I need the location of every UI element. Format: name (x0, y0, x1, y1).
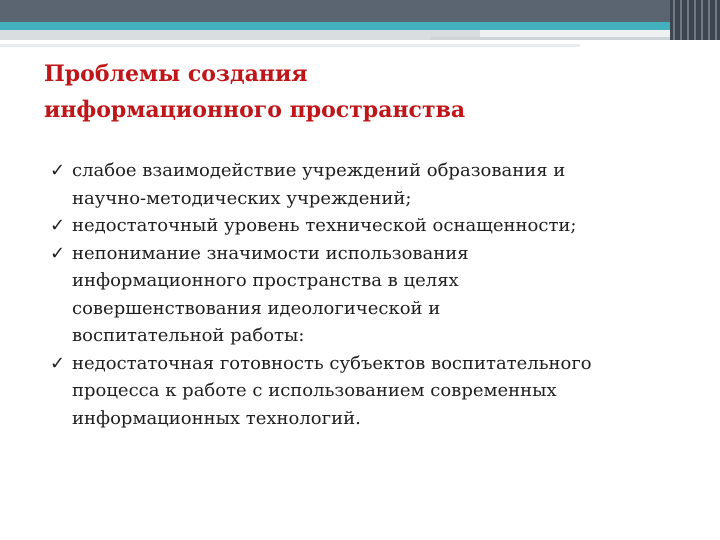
checkmark-icon: ✓ (50, 215, 66, 236)
corner-hatch-decoration (670, 0, 720, 40)
list-item-line: недостаточный уровень технической оснащенности; (72, 215, 577, 236)
list-item (50, 350, 690, 433)
list-item-line: совершенствования идеологической и (72, 297, 441, 319)
list-item-line: информационных технологий. (72, 407, 361, 429)
list-item-line: слабое взаимодействие учреждений образования и (72, 160, 566, 181)
list-item-line: непонимание значимости использования (72, 242, 469, 264)
header-teal-stripe (0, 22, 720, 30)
slide-title-line: информационного пространства (44, 97, 466, 123)
checkmark-icon: ✓ (50, 352, 66, 374)
list-item-line: информационного пространства в целях (72, 270, 459, 291)
list-item (50, 212, 690, 240)
checkmark-icon: ✓ (50, 160, 66, 181)
list-item-line: воспитательной работы: (72, 325, 305, 346)
slide-title-line: Проблемы создания (44, 61, 308, 87)
header-band (0, 0, 720, 40)
bullet-list (50, 157, 690, 432)
header-faint-line (0, 44, 580, 47)
list-item-line: научно-методических учреждений; (72, 187, 412, 209)
list-item (50, 240, 690, 350)
header-gray-stripe-left (0, 30, 480, 40)
list-item-line: процесса к работе с использованием современных (72, 380, 557, 401)
checkmark-icon: ✓ (50, 242, 66, 264)
list-item (50, 157, 690, 212)
slide-title (44, 56, 684, 128)
list-item-line: недостаточная готовность субъектов воспитательного (72, 352, 592, 374)
header-dark-stripe (0, 0, 720, 22)
